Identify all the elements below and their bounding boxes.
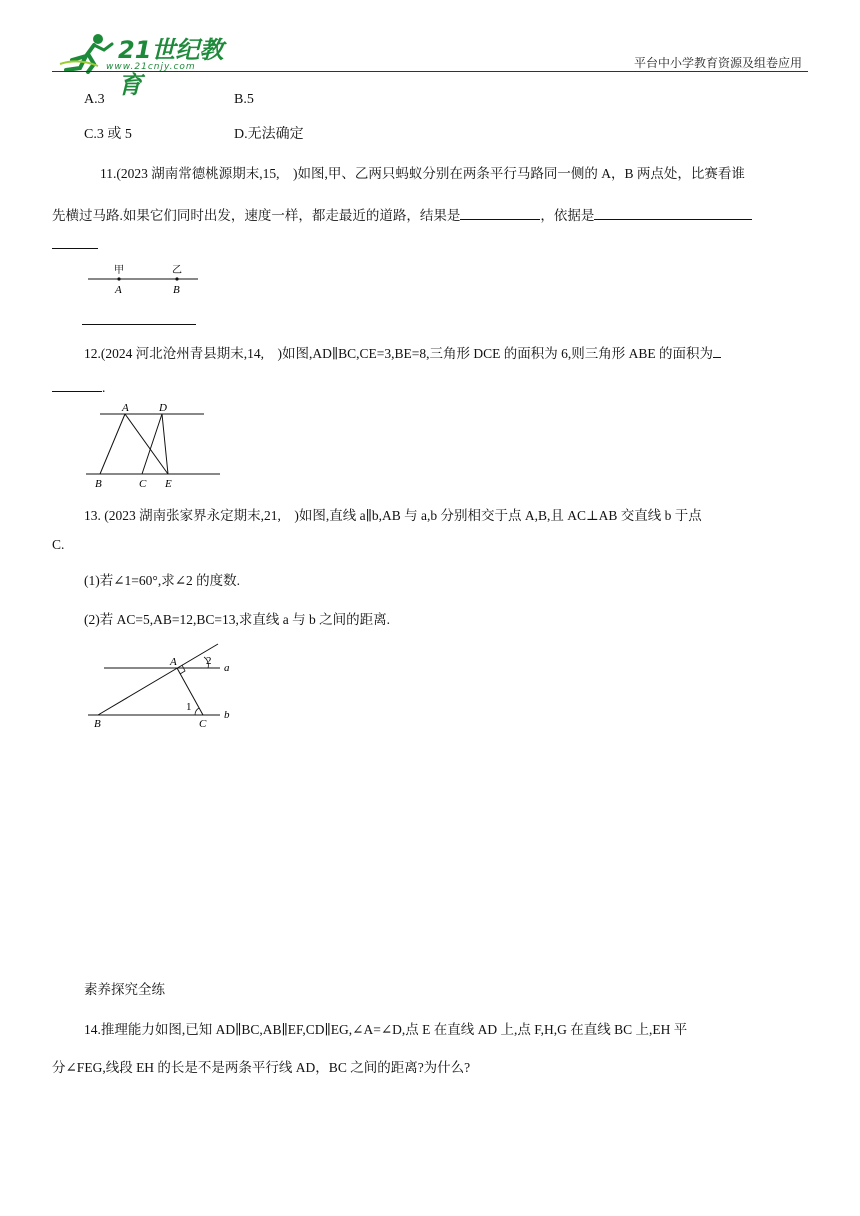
header-tagline: 平台中小学教育资源及组卷应用 bbox=[633, 56, 802, 70]
q11-line2 bbox=[52, 204, 752, 224]
q11-blank-reason bbox=[594, 205, 752, 220]
q13-line2: C. bbox=[52, 537, 65, 552]
q14-line2: 分∠FEG,线段 EH 的长是不是两条平行线 AD，BC 之间的距离?为什么? bbox=[52, 1060, 471, 1075]
q13-label-b: B bbox=[94, 718, 101, 730]
q12-label-d: D bbox=[159, 402, 167, 414]
q14-line1: 14.推理能力如图,已知 AD∥BC,AB∥EF,CD∥EG,∠A=∠D,点 E 在直线 AD 上,点 F,H,G 在直线 BC 上,EH 平 bbox=[84, 1022, 688, 1037]
q12-label-a: A bbox=[122, 402, 129, 414]
q13-label-a: A bbox=[170, 656, 177, 668]
q13-label-c: C bbox=[199, 718, 207, 730]
q13-figure bbox=[84, 640, 244, 732]
option-d: D.无法确定 bbox=[234, 127, 304, 142]
option-a: A.3 bbox=[84, 92, 105, 107]
q12-line1-text: 12.(2024 河北沧州青县期末,14, )如图,AD∥BC,CE=3,BE=8,三角形 DCE 的面积为 6,则三角形 ABE 的面积为 bbox=[84, 346, 713, 361]
q11-answer-line bbox=[82, 324, 196, 325]
q11-label-yi: 乙 bbox=[172, 265, 182, 276]
option-c: C.3 或 5 bbox=[84, 127, 132, 142]
logo-text: 21世纪教育 bbox=[118, 36, 224, 99]
q13-part1: (1)若∠1=60°,求∠2 的度数. bbox=[84, 573, 241, 588]
q12-figure bbox=[82, 400, 226, 492]
q11-figure bbox=[84, 262, 204, 296]
q13-label-line-a: a bbox=[224, 662, 230, 674]
q12-blank-start bbox=[713, 343, 721, 358]
q12-blank bbox=[52, 377, 102, 392]
q11-line2-b: ，依据是 bbox=[540, 208, 595, 223]
q12-line1 bbox=[84, 342, 721, 362]
q11-line2-a: 先横过马路.如果它们同时出发，速度一样，都走最近的道路，结果是 bbox=[52, 208, 461, 223]
q11-line1: 11.(2023 湖南常德桃源期末,15, )如图,甲、乙两只蚂蚁分别在两条平行马路同一侧的 A，B 两点处，比赛看谁 bbox=[100, 166, 745, 181]
q13-label-angle1: 1 bbox=[186, 701, 192, 713]
section-title: 素养探究全练 bbox=[84, 982, 165, 997]
q12-line2 bbox=[52, 377, 105, 396]
logo bbox=[58, 30, 228, 99]
header-divider bbox=[52, 71, 808, 72]
q13-label-line-b: b bbox=[224, 709, 230, 721]
q12-label-e: E bbox=[165, 478, 172, 490]
option-b: B.5 bbox=[234, 92, 254, 107]
q12-period: . bbox=[102, 380, 106, 395]
q13-part2: (2)若 AC=5,AB=12,BC=13,求直线 a 与 b 之间的距离. bbox=[84, 612, 390, 627]
q12-label-c: C bbox=[139, 478, 147, 490]
q11-blank-continued bbox=[52, 248, 98, 249]
q11-blank-result bbox=[460, 205, 540, 220]
q13-label-angle2: 2 bbox=[206, 655, 212, 667]
q12-label-b: B bbox=[95, 478, 102, 490]
q13-line1: 13. (2023 湖南张家界永定期末,21, )如图,直线 a∥b,AB 与 a,b 分别相交于点 A,B,且 AC⊥AB 交直线 b 于点 bbox=[84, 508, 702, 523]
q11-label-jia: 甲 bbox=[114, 265, 124, 276]
q11-label-a: A bbox=[115, 284, 122, 296]
q11-label-b: B bbox=[173, 284, 180, 296]
logo-url: www.21cnjy.com bbox=[106, 62, 196, 72]
